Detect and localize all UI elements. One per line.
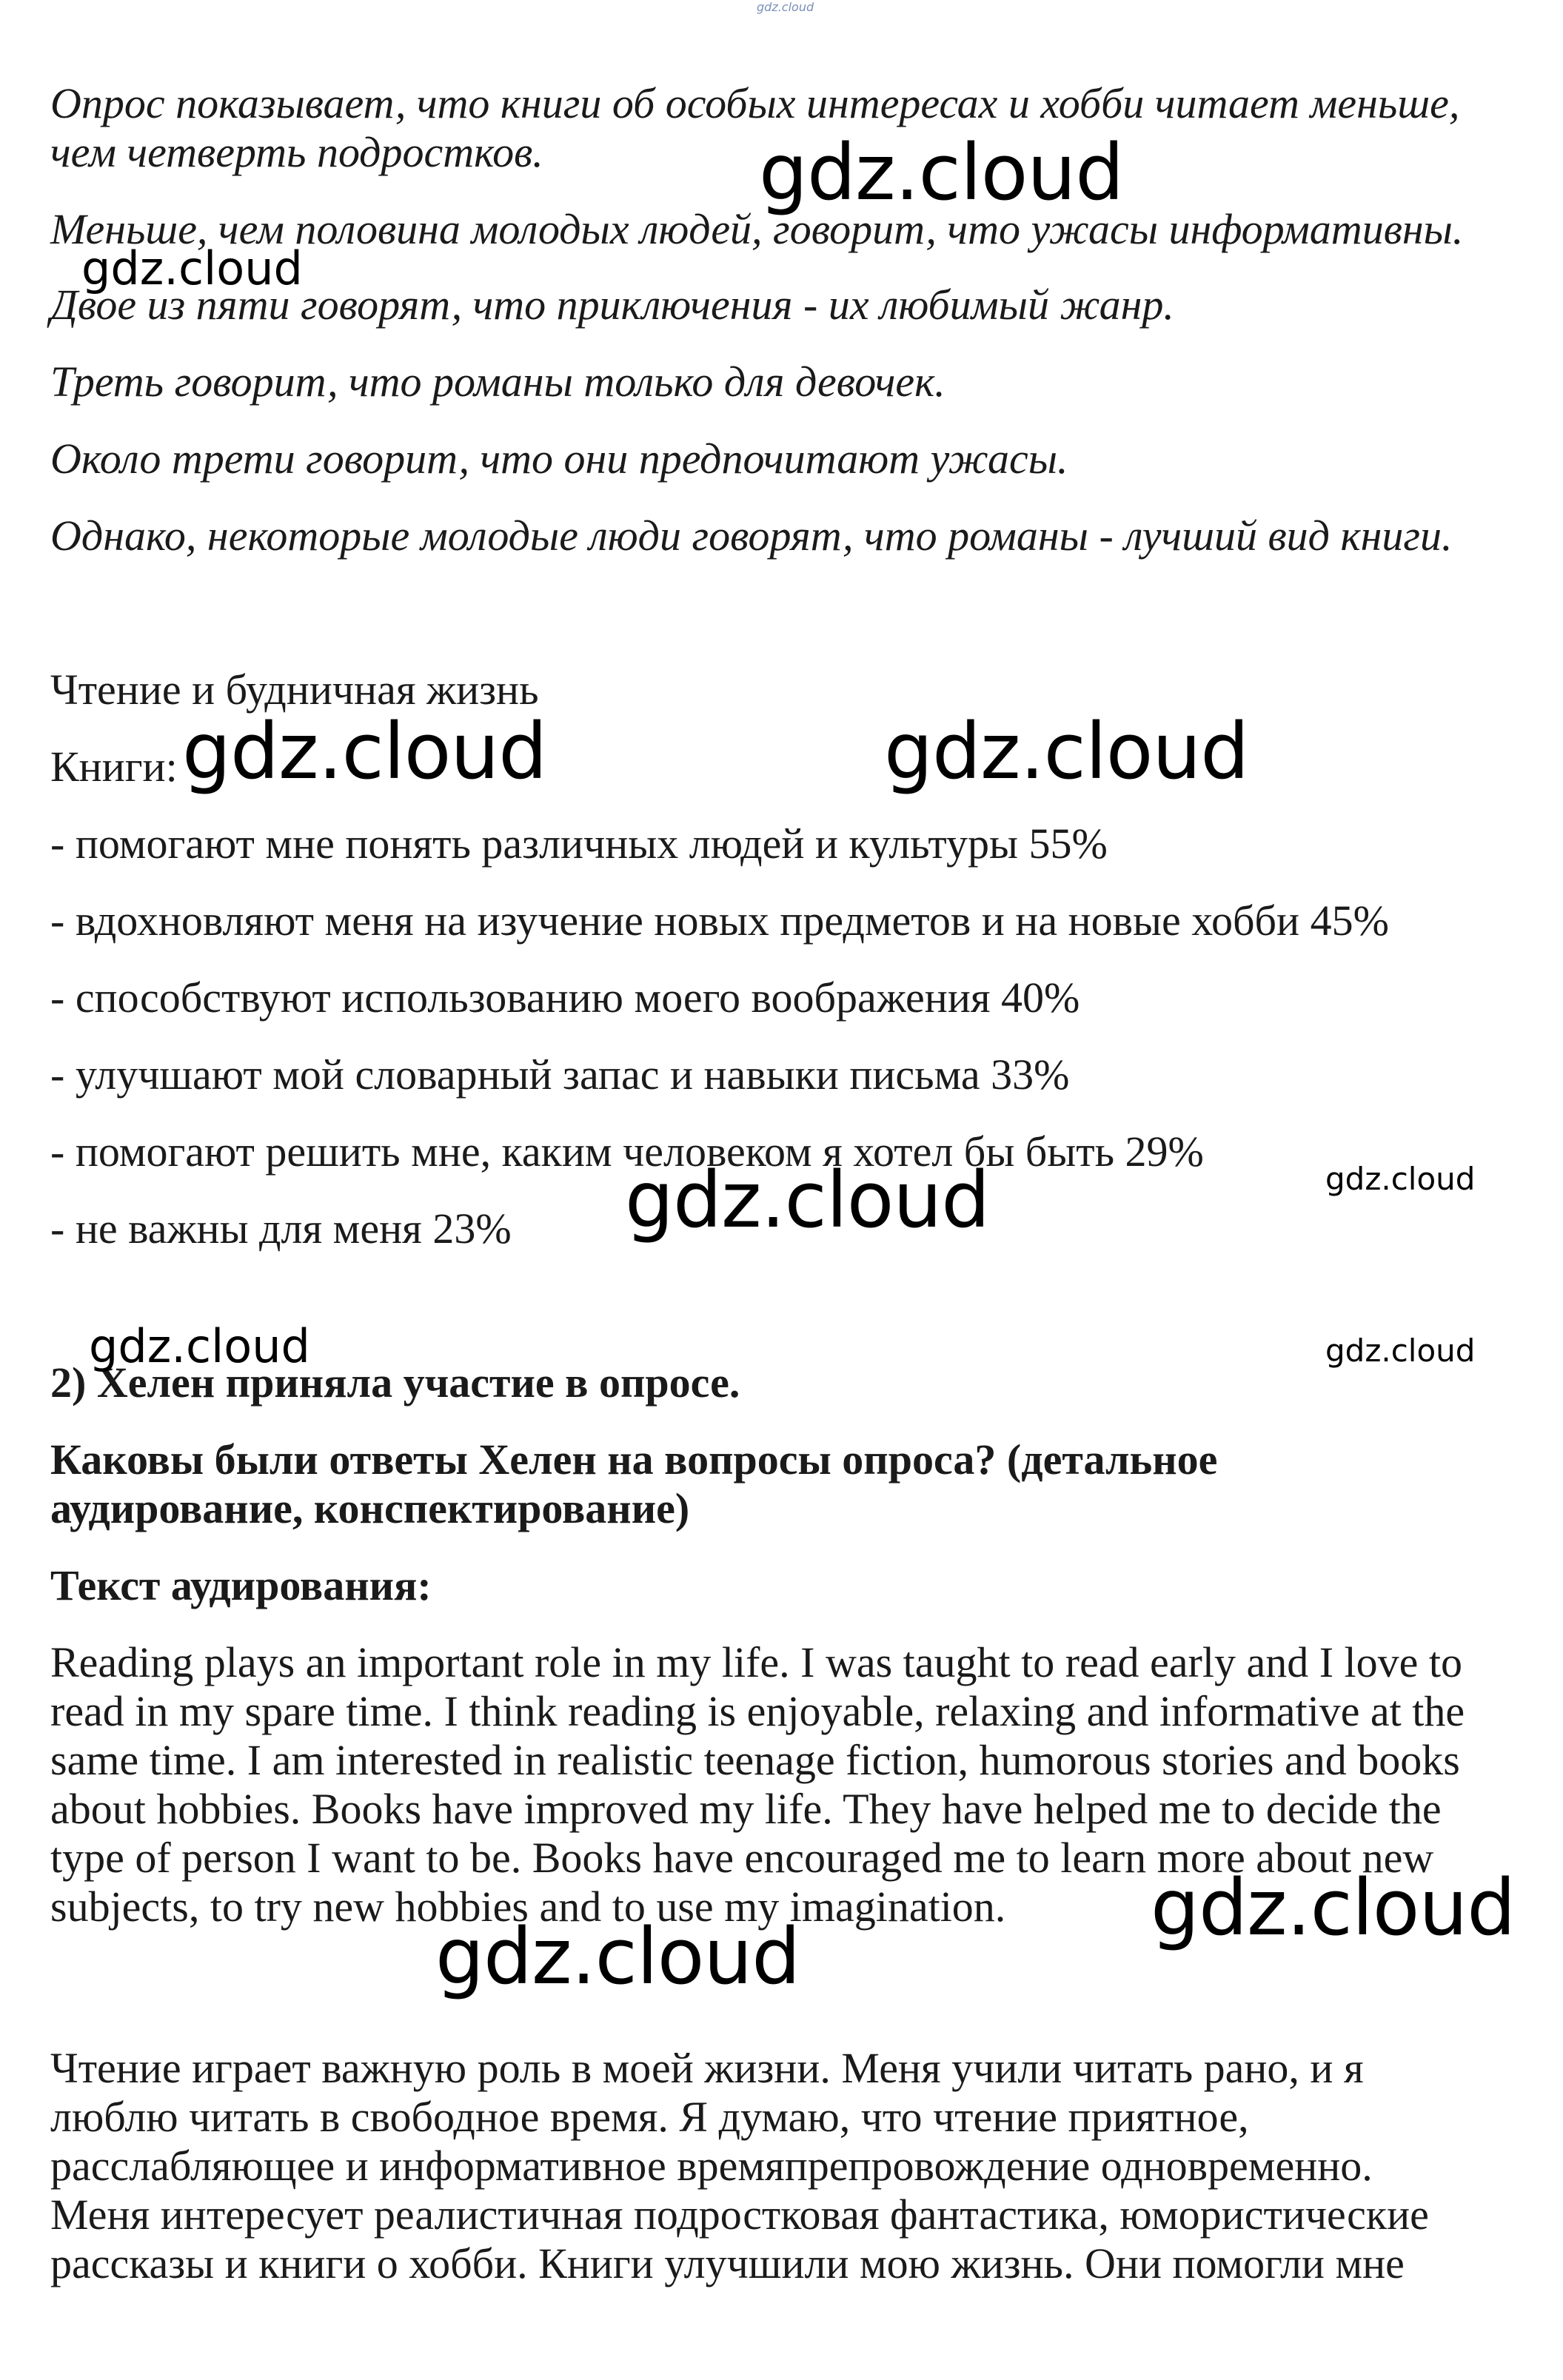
- reading-item: - улучшают мой словарный запас и навыки письма 33%: [50, 1050, 1070, 1099]
- task-question: Каковы были ответы Хелен на вопросы опроса? (детальное: [50, 1435, 1218, 1484]
- russian-text-line: Чтение играет важную роль в моей жизни. Меня учили читать рано, и я: [50, 2044, 1364, 2092]
- task-question: аудирование, конспектирование): [50, 1484, 690, 1532]
- watermark: gdz.cloud: [89, 1319, 310, 1373]
- survey-statement: Однако, некоторые молодые люди говорят, что романы - лучший вид книги.: [50, 512, 1453, 560]
- watermark: gdz.cloud: [182, 706, 547, 797]
- russian-text-line: Меня интересует реалистичная подростковая фантастика, юмористические: [50, 2190, 1429, 2239]
- russian-text-line: люблю читать в свободное время. Я думаю, что чтение приятное,: [50, 2093, 1249, 2141]
- english-text-line: read in my spare time. I think reading is enjoyable, relaxing and informative at the: [50, 1687, 1465, 1735]
- section-title: Чтение и будничная жизнь: [50, 666, 539, 714]
- russian-text-line: расслабляющее и информативное времяпрепровождение одновременно.: [50, 2142, 1373, 2190]
- reading-item: - вдохновляют меня на изучение новых предметов и на новые хобби 45%: [50, 896, 1389, 945]
- survey-statement: Двое из пяти говорят, что приключения - их любимый жанр.: [50, 281, 1174, 329]
- english-text-line: Reading plays an important role in my life. I was taught to read early and I love to: [50, 1638, 1463, 1686]
- watermark: gdz.cloud: [625, 1155, 990, 1245]
- english-text-line: type of person I want to be. Books have encouraged me to learn more about new: [50, 1834, 1434, 1882]
- books-label: Книги:: [50, 743, 178, 791]
- watermark: gdz.cloud: [435, 1911, 800, 2002]
- task-heading: 2) Хелен приняла участие в опросе.: [50, 1358, 740, 1407]
- survey-statement: чем четверть подростков.: [50, 128, 543, 176]
- reading-item: - помогают решить мне, каким человеком я хотел бы быть 29%: [50, 1127, 1204, 1176]
- listening-heading: Текст аудирования:: [50, 1561, 432, 1609]
- russian-text-line: рассказы и книги о хобби. Книги улучшили мою жизнь. Они помогли мне: [50, 2239, 1405, 2287]
- english-text-line: same time. I am interested in realistic teenage fiction, humorous stories and books: [50, 1736, 1460, 1784]
- survey-statement: Треть говорит, что романы только для девочек.: [50, 358, 946, 406]
- english-text-line: about hobbies. Books have improved my life. They have helped me to decide the: [50, 1785, 1442, 1833]
- survey-statement: Опрос показывает, что книги об особых интересах и хобби читает меньше,: [50, 79, 1460, 127]
- watermark: gdz.cloud: [1325, 1161, 1476, 1197]
- reading-item: - не важны для меня 23%: [50, 1204, 512, 1253]
- watermark: gdz.cloud: [81, 241, 303, 295]
- reading-item: - помогают мне понять различных людей и культуры 55%: [50, 819, 1108, 868]
- watermark: gdz.cloud: [1325, 1333, 1476, 1369]
- watermark: gdz.cloud: [759, 127, 1124, 218]
- reading-item: - способствуют использованию моего воображения 40%: [50, 973, 1080, 1022]
- header-watermark: gdz.cloud: [757, 0, 814, 14]
- watermark: gdz.cloud: [1151, 1863, 1516, 1953]
- survey-statement: Меньше, чем половина молодых людей, говорит, что ужасы информативны.: [50, 205, 1464, 253]
- english-text-line: subjects, to try new hobbies and to use my imagination.: [50, 1883, 1006, 1931]
- watermark: gdz.cloud: [884, 706, 1249, 797]
- survey-statement: Около трети говорит, что они предпочитают ужасы.: [50, 435, 1068, 483]
